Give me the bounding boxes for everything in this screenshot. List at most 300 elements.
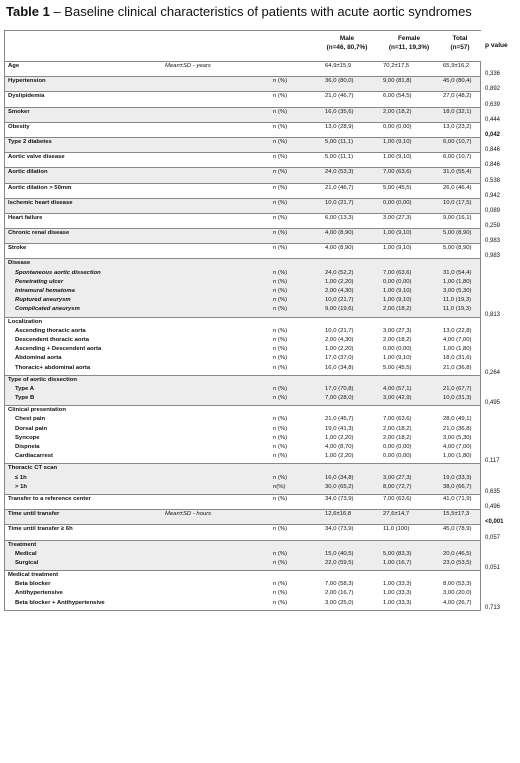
row-unit: n (%)	[273, 385, 288, 392]
p-value: 0,639	[485, 101, 501, 108]
row-unit: n (%)	[273, 395, 288, 402]
row-label: Age	[8, 63, 20, 69]
total-value: 20,0 (46,5)	[443, 550, 472, 557]
p-value: 0,942	[485, 192, 501, 199]
total-value: 21,0 (36,8)	[443, 364, 472, 371]
col-female	[377, 34, 441, 52]
total-value: 4,00 (7,00)	[443, 444, 472, 450]
table-row	[5, 153, 480, 162]
row-label: Dorsal pain	[15, 425, 48, 432]
female-value: 7,00 (63,6)	[383, 169, 412, 176]
total-value: 6,00 (10,7)	[443, 138, 472, 145]
p-value: 0,042	[485, 131, 501, 138]
row-label: Spontaneous aortic dissection	[15, 269, 101, 276]
total-value: 1,00 (1,80)	[443, 278, 472, 285]
female-value: 4,00 (57,1)	[383, 385, 412, 392]
row-group	[4, 495, 501, 511]
total-value: 10,0 (17,5)	[443, 199, 472, 206]
total-value: 23,0 (53,5)	[443, 559, 472, 566]
male-value: 17,0 (37,0)	[325, 355, 354, 362]
row-unit: n (%)	[273, 199, 288, 206]
table-row	[5, 345, 480, 354]
table-row	[5, 425, 480, 434]
female-value: 8,00 (72,7)	[383, 483, 412, 490]
row-group	[4, 318, 501, 376]
table-row	[5, 354, 480, 363]
row-label: Heart failure	[8, 214, 43, 221]
p-value: 0,336	[485, 71, 501, 78]
row-label: Thoracic+ abdominal aorta	[15, 364, 91, 371]
male-value: 16,0 (35,6)	[325, 108, 354, 115]
table-row	[5, 244, 480, 253]
table-row	[5, 364, 480, 373]
p-value: 0,813	[485, 311, 501, 318]
row-unit: n (%)	[273, 169, 288, 176]
table-row	[5, 580, 480, 589]
row-label: Aortic valve disease	[8, 154, 65, 161]
row-label: Cardiacarrest	[15, 453, 53, 460]
female-value: 7,00 (63,6)	[383, 416, 412, 423]
row-group	[4, 214, 501, 230]
row-label: Beta blocker + Antihypertensive	[15, 599, 105, 606]
row-group	[4, 510, 504, 526]
row-label: Disease	[8, 260, 31, 267]
row-unit: n (%)	[273, 278, 288, 285]
total-value: 4,00 (26,7)	[443, 599, 472, 606]
row-label: Ascending + Descendent aorta	[15, 346, 102, 353]
female-value: 1,00 (16,7)	[383, 559, 412, 566]
female-value: 1,00 (9,10)	[383, 138, 412, 145]
row-unit: n (%)	[273, 269, 288, 276]
table-row	[5, 269, 480, 278]
female-value: 1,00 (9,10)	[383, 154, 412, 161]
table-row	[5, 385, 480, 394]
table-row	[5, 415, 480, 424]
female-value: 9,00 (81,8)	[383, 78, 412, 85]
total-value: 38,0 (66,7)	[443, 483, 472, 490]
table-row	[5, 483, 480, 492]
female-value: 27,6±14,7	[383, 511, 410, 518]
row-label: Time until transfer ≥ 6h	[8, 526, 73, 533]
p-value: 0,846	[485, 147, 501, 154]
row-group	[4, 153, 501, 169]
row-group	[4, 199, 501, 214]
col-total-label: Total	[452, 35, 468, 42]
row-group	[4, 77, 501, 93]
female-value: 7,00 (63,6)	[383, 269, 412, 276]
row-unit: n (%)	[273, 123, 288, 130]
table-row	[5, 599, 480, 608]
table-row	[5, 510, 480, 519]
p-value: 0,538	[485, 177, 501, 184]
row-unit: n (%)	[273, 336, 288, 343]
table-row	[5, 229, 480, 238]
row-label: Type A	[15, 385, 34, 392]
row-unit: n (%)	[273, 154, 288, 161]
row-label: Medical treatment	[8, 572, 59, 579]
table-body	[4, 62, 516, 611]
female-value: 5,00 (45,5)	[383, 184, 412, 191]
row-unit: n (%)	[273, 364, 288, 371]
table-row	[5, 406, 480, 415]
male-value: 7,00 (58,3)	[325, 581, 354, 588]
row-group	[4, 123, 501, 138]
female-value: 2,00 (18,2)	[383, 434, 412, 441]
row-unit: n (%)	[273, 245, 288, 252]
table-header	[4, 30, 481, 62]
total-value: 13,0 (22,8)	[443, 327, 472, 334]
table-row	[5, 336, 480, 345]
total-value: 18,0 (32,1)	[443, 108, 472, 115]
total-value: 13,0 (23,2)	[443, 123, 472, 130]
table-row	[5, 259, 480, 268]
table-row	[5, 550, 480, 559]
p-value: 0,846	[485, 162, 501, 169]
table-number: Table 1	[6, 4, 50, 19]
total-value: 27,0 (48,2)	[443, 93, 472, 100]
row-group	[4, 406, 500, 465]
row-label: Type 2 diabetes	[8, 138, 52, 145]
table-row	[5, 287, 480, 296]
female-value: 0,00 (0,00)	[383, 278, 412, 285]
row-group	[4, 244, 501, 260]
col-male-label: Male	[339, 35, 355, 42]
row-label: Syncope	[15, 434, 40, 441]
row-unit: n (%)	[273, 590, 288, 597]
female-value: 1,00 (9,10)	[383, 230, 412, 237]
male-value: 12,6±16,8	[325, 511, 352, 518]
p-value: 0,635	[485, 488, 501, 495]
male-value: 13,0 (28,9)	[325, 123, 354, 130]
characteristics-table	[4, 30, 516, 611]
male-value: 4,00 (8,70)	[325, 444, 354, 450]
row-unit: Mean±SD - years	[165, 63, 211, 69]
female-value: 0,00 (0,00)	[383, 199, 412, 206]
male-value: 1,00 (2,20)	[325, 278, 354, 285]
row-label: ≤ 1h	[15, 474, 27, 481]
row-label: Stroke	[8, 245, 27, 252]
male-value: 10,0 (21,7)	[325, 297, 354, 304]
row-group	[4, 525, 501, 541]
table-row	[5, 376, 480, 385]
table-row	[5, 62, 480, 71]
row-unit: n (%)	[273, 559, 288, 566]
row-group	[4, 571, 501, 611]
male-value: 2,00 (16,7)	[325, 590, 354, 597]
row-label: Descendent thoracic aorta	[15, 336, 89, 343]
male-value: 3,00 (25,0)	[325, 599, 354, 606]
row-label: Type B	[15, 395, 35, 402]
total-value: 15,5±17,3	[443, 511, 470, 518]
row-label: Type of aortic dissection	[8, 376, 77, 383]
female-value: 1,00 (33,3)	[383, 599, 412, 606]
male-value: 21,0 (45,7)	[325, 416, 354, 423]
row-unit: n (%)	[273, 214, 288, 221]
table-title	[6, 4, 472, 19]
table-row	[5, 434, 480, 443]
male-value: 1,00 (2,20)	[325, 434, 354, 441]
row-label: Ischemic heart disease	[8, 199, 73, 206]
row-unit: n (%)	[273, 230, 288, 237]
row-label: Aortic dilation > 50mm	[8, 184, 72, 191]
female-value: 5,00 (45,5)	[383, 364, 412, 371]
row-unit: n (%)	[273, 306, 288, 313]
total-value: 28,0 (49,1)	[443, 416, 472, 423]
total-value: 45,0 (80,4)	[443, 78, 472, 85]
row-label: Ascending thoracic aorta	[15, 327, 86, 334]
total-value: 8,00 (53,3)	[443, 581, 472, 588]
total-value: 6,00 (10,7)	[443, 154, 472, 161]
table-row	[5, 123, 480, 132]
male-value: 4,00 (8,90)	[325, 245, 354, 252]
p-value: 0,051	[485, 565, 501, 572]
col-female-label: Female	[397, 35, 421, 42]
row-label: Penetrating ulcer	[15, 278, 64, 285]
total-value: 3,00 (20,0)	[443, 590, 472, 597]
row-group	[4, 464, 501, 495]
male-value: 24,0 (53,3)	[325, 169, 354, 176]
total-value: 9,00 (16,1)	[443, 214, 472, 221]
p-value: 0,983	[485, 238, 501, 245]
row-label: Treatment	[8, 541, 37, 548]
male-value: 2,00 (4,30)	[325, 288, 354, 294]
p-value: 0,444	[485, 116, 501, 123]
male-value: 4,00 (8,90)	[325, 230, 354, 237]
col-pvalue: p value	[485, 42, 508, 49]
male-value: 17,0 (70,8)	[325, 385, 354, 392]
row-label: Chronic renal disease	[8, 230, 70, 237]
row-group	[4, 168, 501, 184]
row-unit: n (%)	[273, 346, 288, 353]
row-label: Localization	[8, 318, 43, 325]
row-label: Dispneia	[15, 444, 40, 450]
male-value: 64,9±15,9	[325, 63, 352, 69]
total-value: 45,0 (78,9)	[443, 526, 472, 533]
row-unit: n (%)	[273, 93, 288, 100]
male-value: 2,00 (4,30)	[325, 336, 354, 343]
table-row	[5, 214, 480, 223]
row-unit: n (%)	[273, 78, 288, 85]
table-row	[5, 327, 480, 336]
total-value: 65,9±16,2	[443, 63, 470, 69]
female-value: 1,00 (33,3)	[383, 590, 412, 597]
total-value: 19,0 (33,3)	[443, 474, 472, 481]
p-value: 0,983	[485, 253, 501, 260]
male-value: 34,0 (73,9)	[325, 495, 354, 502]
p-value: 0,713	[485, 604, 501, 611]
table-row	[5, 571, 480, 580]
row-unit: n (%)	[273, 581, 288, 588]
total-value: 31,0 (54,4)	[443, 269, 472, 276]
female-value: 3,00 (42,9)	[383, 395, 412, 402]
male-value: 10,0 (21,7)	[325, 199, 354, 206]
table-row	[5, 495, 480, 504]
male-value: 1,00 (2,20)	[325, 453, 354, 460]
row-unit: n (%)	[273, 550, 288, 557]
p-value: 0,089	[485, 207, 501, 214]
p-value: 0,264	[485, 369, 501, 376]
total-value: 41,0 (71,9)	[443, 495, 472, 502]
row-label: Time until transfer	[8, 511, 60, 518]
table-row	[5, 199, 480, 208]
table-row	[5, 443, 480, 452]
row-unit: n(%)	[273, 483, 286, 490]
table-row	[5, 452, 480, 461]
table-row	[5, 296, 480, 305]
male-value: 16,0 (34,8)	[325, 364, 354, 371]
row-unit: Mean±SD - hours	[165, 511, 212, 518]
table-row	[5, 589, 480, 598]
total-value: 3,00 (5,30)	[443, 288, 472, 294]
female-value: 0,00 (0,00)	[383, 346, 412, 353]
female-value: 2,00 (18,2)	[383, 425, 412, 432]
male-value: 10,0 (21,7)	[325, 327, 354, 334]
female-value: 0,00 (0,00)	[383, 123, 412, 130]
row-unit: n (%)	[273, 288, 288, 294]
female-value: 0,00 (0,00)	[383, 444, 412, 450]
table-row	[5, 318, 480, 327]
female-value: 2,00 (18,2)	[383, 306, 412, 313]
row-group	[4, 259, 501, 318]
total-value: 1,00 (1,80)	[443, 453, 472, 460]
row-label: Thoracic CT scan	[8, 465, 58, 472]
female-value: 6,00 (54,5)	[383, 93, 412, 100]
row-label: Smoker	[8, 108, 30, 115]
male-value: 6,00 (13,3)	[325, 214, 354, 221]
total-value: 5,00 (8,90)	[443, 245, 472, 252]
female-value: 2,00 (18,2)	[383, 336, 412, 343]
p-value: 0,057	[485, 534, 501, 541]
row-label: Surgical	[15, 559, 39, 566]
female-value: 3,00 (27,3)	[383, 474, 412, 481]
row-unit: n (%)	[273, 184, 288, 191]
total-value: 1,00 (1,80)	[443, 346, 472, 353]
male-value: 21,0 (46,7)	[325, 184, 354, 191]
row-unit: n (%)	[273, 327, 288, 334]
male-value: 16,0 (34,8)	[325, 474, 354, 481]
male-value: 36,0 (80,0)	[325, 78, 354, 85]
col-total	[438, 34, 482, 52]
table-row	[5, 77, 480, 86]
row-label: Hypertension	[8, 78, 46, 85]
male-value: 5,00 (11,1)	[325, 138, 354, 145]
row-unit: n (%)	[273, 495, 288, 502]
male-value: 34,0 (73,9)	[325, 526, 354, 533]
male-value: 30,0 (65,2)	[325, 483, 354, 490]
col-total-n: (n=57)	[450, 44, 470, 51]
row-group	[4, 108, 501, 123]
table-row	[5, 184, 480, 193]
p-value: 0,117	[485, 458, 500, 465]
total-value: 11,0 (19,3)	[443, 297, 472, 304]
total-value: 10,0 (31,3)	[443, 395, 472, 402]
female-value: 11,0 (100)	[383, 526, 410, 533]
female-value: 0,00 (0,00)	[383, 453, 412, 460]
female-value: 3,00 (27,3)	[383, 327, 412, 334]
table-row	[5, 464, 480, 473]
male-value: 21,0 (46,7)	[325, 93, 354, 100]
row-unit: n (%)	[273, 425, 288, 432]
row-unit: n (%)	[273, 108, 288, 115]
female-value: 5,00 (83,3)	[383, 550, 412, 557]
p-value: 0,496	[485, 504, 501, 511]
row-unit: n (%)	[273, 453, 288, 460]
row-unit: n (%)	[273, 297, 288, 304]
row-label: Complicated aneurysm	[15, 306, 80, 313]
male-value: 19,0 (41,3)	[325, 425, 354, 432]
table-row	[5, 168, 480, 177]
table-row	[5, 474, 480, 483]
row-unit: n (%)	[273, 138, 288, 145]
row-unit: n (%)	[273, 526, 288, 533]
row-label: Chest pain	[15, 416, 46, 423]
row-label: Abdominal aorta	[15, 355, 62, 362]
female-value: 1,00 (9,10)	[383, 288, 412, 294]
total-value: 18,0 (31,6)	[443, 355, 472, 362]
female-value: 70,2±17,5	[383, 63, 410, 69]
male-value: 15,0 (40,5)	[325, 550, 354, 557]
p-value: 0,892	[485, 86, 501, 93]
table-row	[5, 278, 480, 287]
total-value: 5,00 (8,90)	[443, 230, 472, 237]
row-unit: n (%)	[273, 416, 288, 423]
female-value: 3,00 (27,3)	[383, 214, 412, 221]
female-value: 1,00 (9,10)	[383, 297, 412, 304]
row-group	[4, 184, 501, 199]
table-row	[5, 108, 480, 117]
row-label: Beta blocker	[15, 581, 51, 588]
row-group	[4, 62, 501, 78]
row-label: Dyslipidemia	[8, 93, 45, 100]
row-unit: n (%)	[273, 355, 288, 362]
male-value: 1,00 (2,20)	[325, 346, 354, 353]
female-value: 2,00 (18,2)	[383, 108, 412, 115]
total-value: 26,0 (46,4)	[443, 184, 472, 191]
row-group	[4, 92, 501, 108]
table-row	[5, 394, 480, 403]
row-label: Transfer to a reference center	[8, 495, 91, 502]
table-row	[5, 541, 480, 550]
row-label: > 1h	[15, 483, 27, 490]
p-value: <0,001	[485, 519, 504, 526]
col-female-n: (n=11, 19,3%)	[388, 44, 430, 51]
row-unit: n (%)	[273, 444, 288, 450]
total-value: 21,0 (67,7)	[443, 385, 472, 392]
female-value: 7,00 (63,6)	[383, 495, 412, 502]
table-row	[5, 559, 480, 568]
female-value: 1,00 (9,10)	[383, 355, 412, 362]
male-value: 24,0 (52,2)	[325, 269, 354, 276]
row-group	[4, 541, 501, 572]
total-value: 21,0 (36,8)	[443, 425, 472, 432]
row-group	[4, 229, 501, 245]
table-row	[5, 92, 480, 101]
row-group	[4, 138, 501, 154]
row-label: Medical	[15, 550, 37, 557]
male-value: 5,00 (11,1)	[325, 154, 354, 161]
male-value: 22,0 (59,5)	[325, 559, 354, 566]
male-value: 7,00 (28,0)	[325, 395, 354, 402]
p-value: 0,259	[485, 223, 501, 230]
total-value: 11,0 (19,3)	[443, 306, 472, 313]
row-label: Obesity	[8, 123, 30, 130]
table-row	[5, 305, 480, 314]
male-value: 9,00 (19,6)	[325, 306, 354, 313]
total-value: 4,00 (7,00)	[443, 336, 472, 343]
row-label: Ruptured aneurysm	[15, 297, 71, 304]
p-value: 0,495	[485, 400, 501, 407]
row-unit: n (%)	[273, 599, 288, 606]
